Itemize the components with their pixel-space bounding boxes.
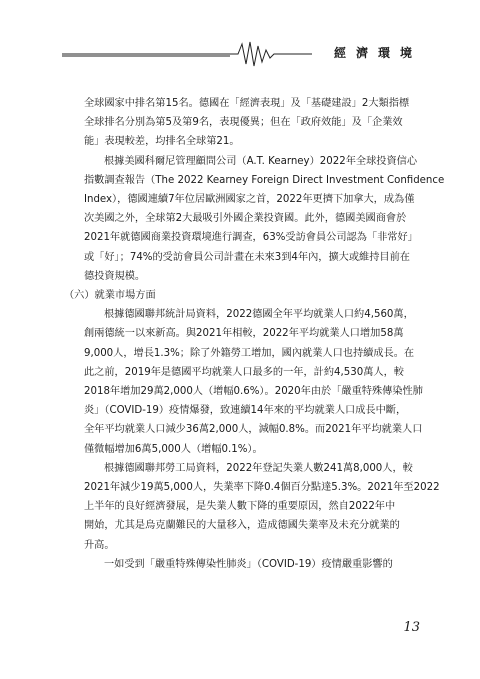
text-line: 德投資規模。 (84, 270, 146, 282)
section-heading (64, 286, 424, 305)
paragraph-covid (84, 555, 424, 574)
heartbeat-line-graphic (62, 38, 312, 70)
paragraph-ranking (84, 94, 424, 152)
paragraph-investment (84, 152, 445, 286)
section-heading-text: （六）就業市場方面 (64, 290, 156, 302)
text-line: 根據德國聯邦勞工局資料，2022年登記失業人數241萬8,000人，較 (104, 462, 413, 474)
paragraph-employment (84, 305, 424, 459)
running-header (62, 38, 422, 70)
paragraph-unemployment (84, 459, 440, 555)
page-number: 13 (403, 620, 420, 635)
text-line: 根據德國聯邦統計局資料，2022德國全年平均就業人口約4,560萬， (104, 309, 414, 321)
text-line: 升高。 (84, 539, 115, 551)
text-line: 或「好」；74%的受訪會員公司計畫在未來3到4年內，擴大或維持目前在 (84, 251, 410, 263)
text-line: 炎」（COVID-19）疫情爆發，致連續14年來的平均就業人口成長中斷， (84, 405, 407, 417)
text-line: 2018年增加29萬2,000人（增幅0.6%）。2020年由於「嚴重特殊傳染性肺 (84, 386, 423, 398)
text-line: 創兩德統一以來新高。與2021年相較，2022年平均就業人口增加58萬 (84, 328, 404, 340)
text-line: 全年平均就業人口減少36萬2,000人，減幅0.8%。而2021年平均就業人口 (84, 424, 423, 436)
text-line: 2021年就德國商業投資環境進行調查，63%受訪會員公司認為「非常好」 (84, 232, 418, 244)
text-line: 能」表現較差，均排名全球第21。 (84, 136, 240, 148)
text-line: 一如受到「嚴重特殊傳染性肺炎」（COVID-19）疫情嚴重影響的 (104, 558, 393, 570)
text-line: Index），德國連續7年位居歐洲國家之首，2022年更擠下加拿大，成為僅 (84, 194, 415, 206)
text-line: 開始，尤其是烏克蘭難民的大量移入，造成德國失業率及未充分就業的 (84, 520, 400, 532)
text-line: 根據美國科爾尼管理顧問公司（A.T. Kearney）2022年全球投資信心 (104, 155, 418, 167)
text-line: 次美國之外，全球第2大最吸引外國企業投資國。此外，德國美國商會於 (84, 213, 407, 225)
text-line: 僅微幅增加6萬5,000人（增幅0.1%）。 (84, 443, 263, 455)
text-line: 指數調查報告（The 2022 Kearney Foreign Direct Investment Confidence (84, 174, 445, 186)
text-line: 上半年的良好經濟發展，是失業人數下降的重要原因，然自2022年中 (84, 501, 396, 513)
text-line: 9,000人，增長1.3%；除了外籍勞工增加，國內就業人口也持續成長。在 (84, 347, 415, 359)
text-line: 此之前，2019年是德國平均就業人口最多的一年，計約4,530萬人，較 (84, 366, 404, 378)
text-line: 全球排名分別為第5及第9名，表現優異；但在「政府效能」及「企業效 (84, 117, 403, 129)
section-label: 經濟環境 (333, 46, 422, 60)
text-line: 全球國家中排名第15名。德國在「經濟表現」及「基礎建設」2大類指標 (84, 98, 410, 109)
main-content (64, 94, 445, 574)
text-line: 2021年減少19萬5,000人，失業率下降0.4個百分點達5.3%。2021年至2022 (84, 482, 440, 494)
